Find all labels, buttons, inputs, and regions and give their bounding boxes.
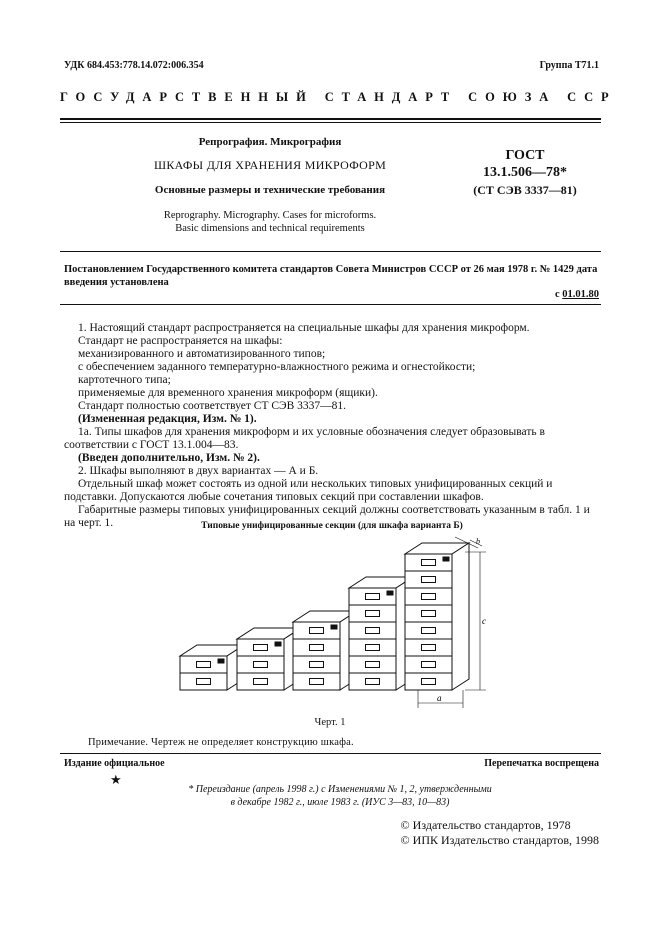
reissue-line1: * Переиздание (апрель 1998 г.) с Изменениями № 1, 2, утвержденными [188, 784, 492, 795]
paragraph-5: картотечного типа; [78, 374, 171, 386]
sev-number: (СТ СЭВ 3337—81) [473, 183, 577, 197]
drawer-handle [422, 645, 436, 651]
paragraph-9: 1а. Типы шкафов для хранения микроформ и их условные обозначения следует образовывать в соответствии с ГОСТ 13.1.004—83. [64, 426, 545, 452]
english-title-line1: Reprography. Micrography. Cases for microforms. [163, 210, 377, 221]
drawer-handle [310, 679, 324, 685]
drawer-handle [366, 645, 380, 651]
drawer-label-holder [331, 625, 337, 629]
subtitle: Основные размеры и технические требования [154, 184, 386, 196]
drawer-handle [422, 577, 436, 583]
drawer-label-holder [218, 659, 224, 663]
drawer-handle [422, 679, 436, 685]
paragraph-7: Стандарт полностью соответствует СТ СЭВ 3337—81. [78, 400, 347, 412]
drawer-handle [310, 645, 324, 651]
drawer-handle [422, 611, 436, 617]
drawer-label-holder [387, 591, 393, 595]
drawer-handle [310, 628, 324, 634]
figure-caption: Типовые унифицированные секции (для шкафа варианта Б) [201, 521, 463, 531]
paragraph-2: Стандарт не распространяется на шкафы: [78, 335, 283, 347]
drawer-label-holder [443, 557, 449, 561]
drawer-handle [422, 628, 436, 634]
paragraph-6: применяемые для временного хранения микроформ (ящики). [78, 387, 378, 399]
paragraph-4: с обеспечением заданного температурно-влажностного режима и огнестойкости; [78, 361, 476, 373]
dim-a-label: а [437, 693, 442, 703]
drawer-handle [310, 662, 324, 668]
decree-date-prefix: с [554, 289, 560, 300]
reprint-prohibited: Перепечатка воспрещена [484, 758, 599, 769]
cabinet-side [452, 543, 469, 690]
drawer-label-holder [275, 642, 281, 646]
paragraph-12: Отдельный шкаф может состоять из одной или нескольких типовых унифицированных секций и подставки. Допускаются любые сочетания типовых секций при составлении шкафов. [64, 478, 553, 504]
main-title: ШКАФЫ ДЛЯ ХРАНЕНИЯ МИКРОФОРМ [153, 158, 387, 172]
drawer-handle [366, 611, 380, 617]
note-text: Примечание. Чертеж не определяет конструкцию шкафа. [88, 737, 354, 748]
drawer-handle [366, 679, 380, 685]
paragraph-8: (Измененная редакция, Изм. № 1). [78, 413, 257, 425]
figure-label: Черт. 1 [314, 717, 346, 728]
paragraph-10: (Введен дополнительно, Изм. № 2). [78, 452, 260, 464]
copyright-line1: © Издательство стандартов, 1978 [400, 818, 571, 832]
drawer-handle [366, 628, 380, 634]
dim-b-label: b [476, 537, 480, 546]
drawer-handle [254, 662, 268, 668]
star-icon: ★ [110, 772, 122, 787]
gost-number: 13.1.506—78* [483, 165, 567, 180]
paragraph-1: 1. Настоящий стандарт распространяется на специальные шкафы для хранения микроформ. [78, 322, 530, 334]
reissue-line2: в декабре 1982 г., июле 1983 г. (ИУС 3—83, 10—83) [230, 797, 450, 808]
drawer-handle [422, 594, 436, 600]
drawer-handle [422, 662, 436, 668]
group-code: Группа Т71.1 [539, 60, 599, 71]
category-title: Репрография. Микрография [198, 136, 342, 148]
english-title-line2: Basic dimensions and technical requirements [175, 223, 365, 234]
decree-date-value: 01.01.80 [562, 289, 599, 300]
paragraph-11: 2. Шкафы выполняют в двух вариантах — А и Б. [78, 465, 319, 477]
drawer-handle [197, 662, 211, 668]
decree-text: Постановлением Государственного комитета стандартов Совета Министров СССР от 26 мая 1978 г. № 1429 дата введения установлена [64, 264, 598, 288]
drawer-handle [197, 679, 211, 685]
udk-code: УДК 684.453:778.14.072:006.354 [64, 60, 204, 71]
footer-rule [60, 753, 601, 754]
drawer-handle [366, 594, 380, 600]
drawer-handle [422, 560, 436, 566]
copyright-line2: © ИПК Издательство стандартов, 1998 [400, 833, 599, 847]
reissue-note [150, 783, 530, 809]
drawer-handle [254, 645, 268, 651]
gost-label: ГОСТ [505, 148, 545, 163]
drawer-handle [366, 662, 380, 668]
copyright [401, 818, 599, 848]
official-edition: Издание официальное [64, 758, 165, 769]
drawer-handle [254, 679, 268, 685]
dim-c-label: с [482, 616, 486, 626]
state-standard-heading: ГОСУДАРСТВЕННЫЙ СТАНДАРТ СОЮЗА ССР [60, 90, 617, 104]
paragraph-13: Габаритные размеры типовых унифицированных секций должны соответствовать указанным в табл. 1 и на черт. 1. [64, 504, 590, 530]
paragraph-3: механизированного и автоматизированного типов; [78, 348, 326, 360]
